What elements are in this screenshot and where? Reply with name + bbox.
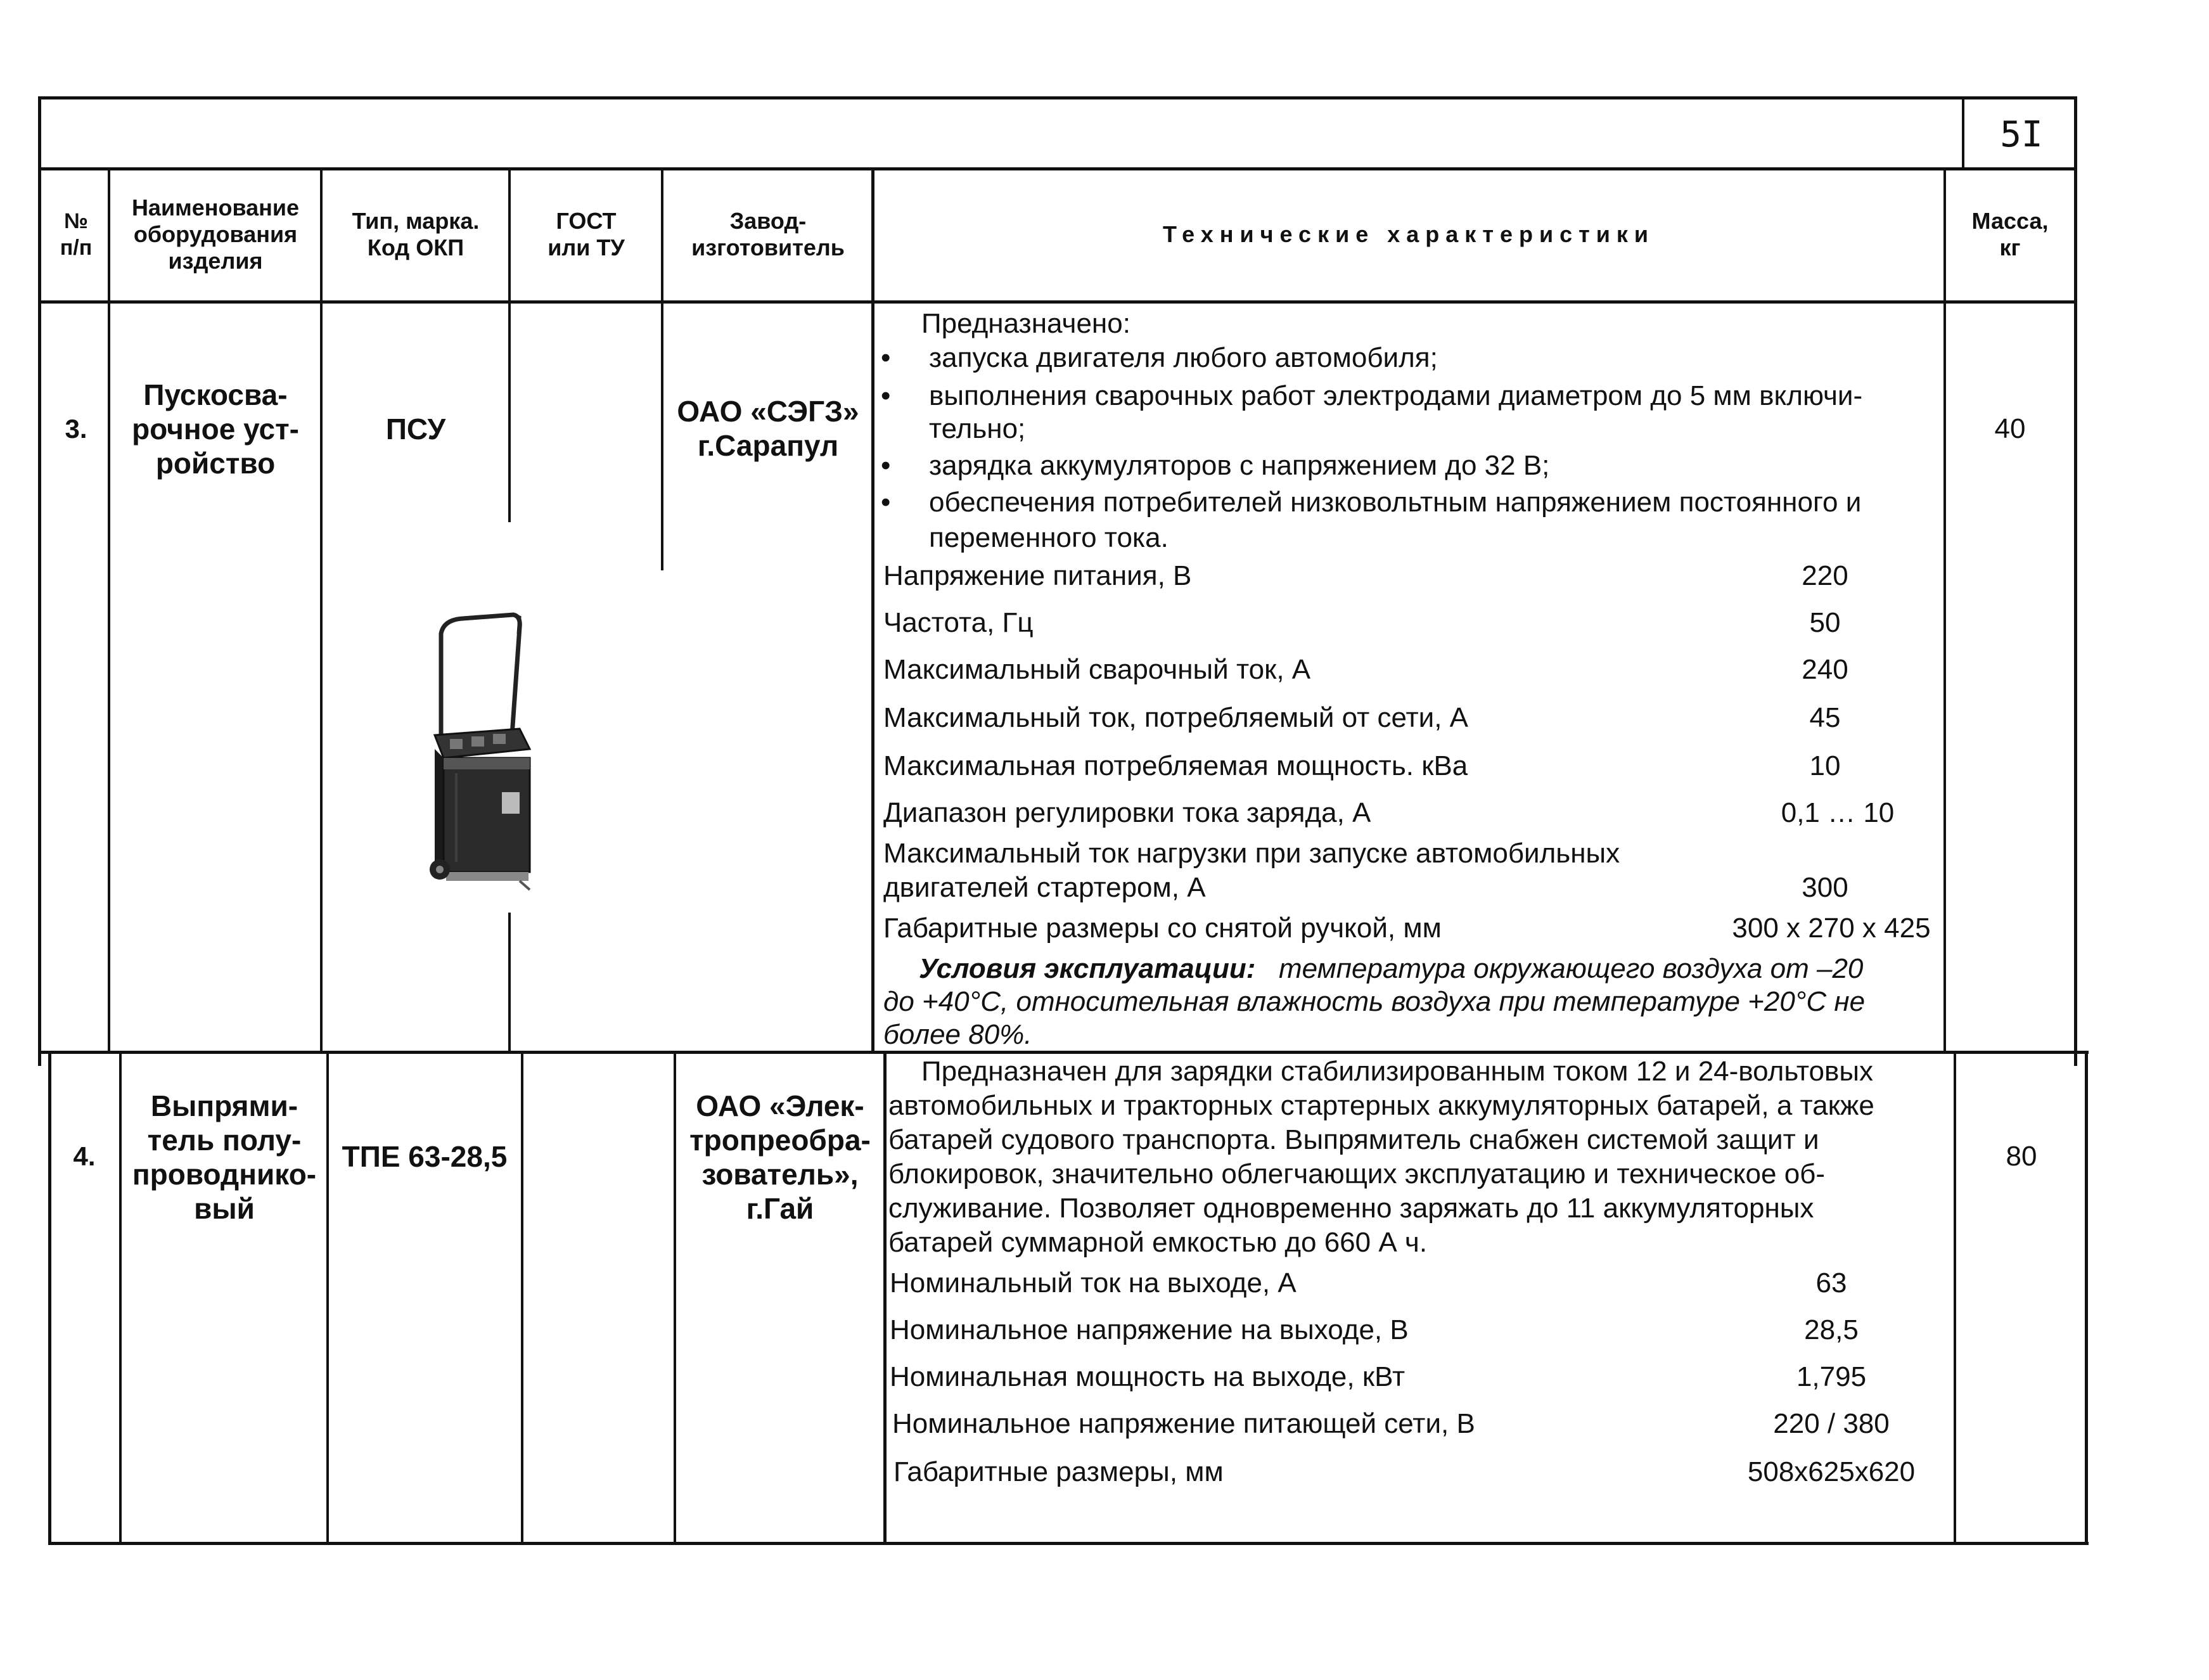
header-specs: Технические характеристики <box>1162 221 1655 247</box>
description-line: батарей судового транспорта. Выпрямитель снабжен системой защит и <box>888 1124 1819 1155</box>
manufacturer <box>665 394 871 463</box>
spec-bullet: • выполнения сварочных работ электродами диаметром до 5 мм включи- <box>929 379 1862 413</box>
param-value: 240 <box>1802 654 1848 685</box>
maker-line: зователь», <box>701 1158 859 1191</box>
maker-line: г.Гай <box>746 1192 814 1225</box>
header-mass: Масса, кг <box>1971 208 2049 260</box>
param-label: Частота, Гц <box>883 607 1034 638</box>
mass-value: 40 <box>1994 413 2026 444</box>
param-value: 220 / 380 <box>1773 1408 1890 1439</box>
header-maker: Завод-изготовитель <box>691 208 845 260</box>
param-value: 10 <box>1809 750 1841 781</box>
param-label: Диапазон регулировки тока заряда, А <box>883 797 1371 828</box>
name-line: вый <box>194 1192 255 1225</box>
param-value: 45 <box>1809 702 1841 733</box>
page-number: 5I <box>2000 114 2043 155</box>
conditions-text: более 80%. <box>883 1019 1032 1050</box>
equipment-name <box>123 1089 326 1226</box>
name-line: рочное уст- <box>132 413 299 446</box>
param-label: Габаритные размеры со снятой ручкой, мм <box>883 913 1442 944</box>
param-label: Габаритные размеры, мм <box>893 1456 1224 1487</box>
spec-bullet: • зарядка аккумуляторов с напряжением до 32 В; <box>929 449 1549 483</box>
maker-line: ОАО «Элек- <box>696 1089 864 1122</box>
spec-bullet-cont: тельно; <box>929 413 1026 444</box>
description-line: блокировок, значительно облегчающих эксплуатацию и техническое об- <box>888 1158 1826 1189</box>
param-label: двигателей стартером, А <box>883 872 1206 903</box>
param-value: 300 <box>1802 872 1848 903</box>
maker-line: ОАО «СЭГЗ» <box>677 395 859 428</box>
param-value: 300 х 270 х 425 <box>1732 913 1931 944</box>
spec-bullet: • запуска двигателя любого автомобиля; <box>929 341 1438 375</box>
conditions-text: до +40°С, относительная влажность воздуха при температуре +20°С не <box>883 986 1866 1017</box>
row-number: 3. <box>65 414 87 444</box>
mass-value: 80 <box>2006 1141 2037 1172</box>
param-label: Максимальная потребляемая мощность. кВа <box>883 750 1468 781</box>
header-gost: ГОСТ или ТУ <box>547 208 625 260</box>
name-line: проводнико- <box>132 1158 317 1191</box>
row-number: 4. <box>73 1141 96 1171</box>
param-value: 1,795 <box>1796 1361 1867 1392</box>
spec-intro: Предназначено: <box>921 308 1130 339</box>
name-line: Пускосва- <box>143 378 288 411</box>
equipment-name <box>112 378 319 480</box>
header-name: Наименование оборудования изделия <box>131 195 300 274</box>
maker-line: тропреобра- <box>689 1124 871 1157</box>
manufacturer <box>677 1089 883 1226</box>
param-label: Номинальная мощность на выходе, кВт <box>890 1361 1405 1392</box>
param-label: Напряжение питания, В <box>883 560 1192 591</box>
conditions-text: температура окружающего воздуха от –20 <box>1279 953 1864 984</box>
spec-bullet: • обеспечения потребителей низковольтным напряжением постоянного и <box>929 485 1861 520</box>
param-value: 50 <box>1809 607 1841 638</box>
param-value: 508х625х620 <box>1747 1456 1916 1487</box>
param-value: 220 <box>1802 560 1848 591</box>
header-num: № п/п <box>60 209 93 260</box>
spec-bullet-cont: переменного тока. <box>929 522 1169 553</box>
conditions-title: Условия эксплуатации: <box>919 953 1256 984</box>
param-label: Номинальный ток на выходе, А <box>890 1267 1297 1298</box>
name-line: ройство <box>155 447 276 480</box>
description-line: батарей суммарной емкостью до 660 А ч. <box>888 1227 1428 1258</box>
param-value: 0,1 … 10 <box>1781 797 1895 828</box>
header-type: Тип, марка. Код ОКП <box>352 208 480 260</box>
param-value: 63 <box>1815 1267 1847 1298</box>
param-label: Максимальный ток, потребляемый от сети, А <box>883 702 1469 733</box>
description-line: Предназначен для зарядки стабилизированным током 12 и 24-вольтовых <box>921 1056 1873 1087</box>
param-value: 28,5 <box>1804 1314 1859 1345</box>
name-line: Выпрями- <box>150 1089 298 1122</box>
type-code: ТПЕ 63-28,5 <box>342 1140 508 1173</box>
param-label: Максимальный сварочный ток, А <box>883 654 1311 685</box>
param-label: Номинальное напряжение питающей сети, В <box>892 1408 1475 1439</box>
param-label: Максимальный ток нагрузки при запуске автомобильных <box>883 838 1620 869</box>
description-line: служивание. Позволяет одновременно заряжать до 11 аккумуляторных <box>888 1193 1814 1224</box>
device-illustration <box>418 608 532 906</box>
maker-line: г.Сарапул <box>697 429 839 462</box>
description-line: автомобильных и тракторных стартерных аккумуляторных батарей, а также <box>888 1090 1874 1121</box>
param-label: Номинальное напряжение на выходе, В <box>890 1314 1409 1345</box>
name-line: тель полу- <box>147 1124 302 1157</box>
type-code: ПСУ <box>385 413 446 446</box>
